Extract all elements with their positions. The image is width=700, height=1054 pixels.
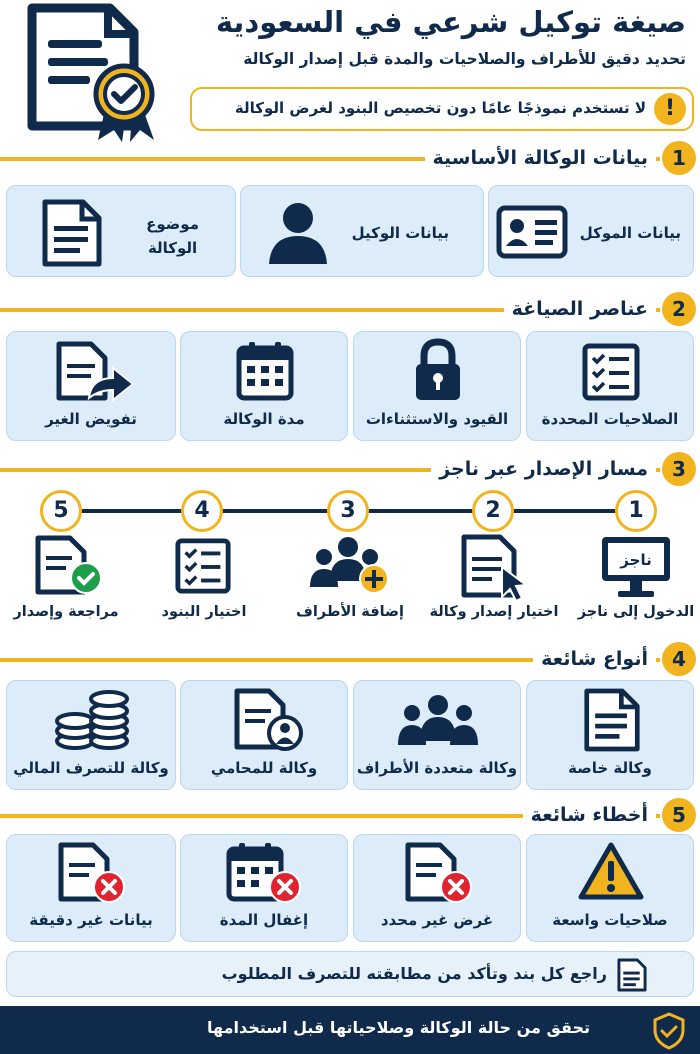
card-label: الصلاحيات المحددة xyxy=(541,410,679,428)
card-label: إغفال المدة xyxy=(219,911,309,929)
header xyxy=(0,0,700,145)
warning-banner xyxy=(190,87,694,131)
card-duration xyxy=(180,331,348,441)
section-header-types xyxy=(0,640,700,680)
step-number: 4 xyxy=(181,490,223,532)
step-label: اختيار البنود xyxy=(161,604,247,620)
certificate-document-icon xyxy=(22,2,162,142)
section-title: مسار الإصدار عبر ناجز xyxy=(431,450,656,488)
step-label: إضافة الأطراف xyxy=(295,604,405,620)
document-check-icon xyxy=(34,534,104,598)
document-person-icon xyxy=(233,687,303,753)
step-label: الدخول إلى ناجز xyxy=(577,604,695,620)
shield-check-icon xyxy=(652,1012,686,1050)
card-label: تفويض الغير xyxy=(45,410,137,428)
card-label: بيانات الموكل xyxy=(579,224,681,242)
section-number: 2 xyxy=(662,292,696,326)
tip-box xyxy=(6,951,694,997)
checklist-icon xyxy=(174,536,232,596)
warning-text: لا تستخدم نموذجًا عامًا دون تخصيص البنود لغرض الوكالة xyxy=(234,99,646,117)
card-label: صلاحيات واسعة xyxy=(552,911,668,929)
card-restrictions xyxy=(353,331,521,441)
document-error-icon xyxy=(404,841,474,905)
exclamation-icon: ! xyxy=(654,93,686,125)
card-agent-data xyxy=(240,185,484,277)
section-title: عناصر الصياغة xyxy=(504,290,656,328)
group-icon xyxy=(396,693,480,749)
card-label: بيانات الوكيل xyxy=(351,224,449,242)
document-error-icon xyxy=(57,841,127,905)
section-title: أخطاء شائعة xyxy=(523,796,656,834)
coins-icon xyxy=(53,687,131,753)
warning-triangle-icon xyxy=(577,841,645,901)
step-label: اختيار إصدار وكالة xyxy=(429,604,559,620)
section-title: أنواع شائعة xyxy=(533,640,656,678)
monitor-screen-text: ناجز xyxy=(620,551,652,569)
add-people-icon xyxy=(308,535,392,597)
card-principal-data xyxy=(488,185,694,277)
card-label: وكالة للمحامي xyxy=(210,759,318,777)
card-label: بيانات غير دقيقة xyxy=(29,911,153,929)
footer-bar xyxy=(0,1006,700,1054)
card-label: وكالة للتصرف المالي xyxy=(13,759,169,777)
card-delegation xyxy=(6,331,176,441)
section-number: 1 xyxy=(662,141,696,175)
card-type-financial xyxy=(6,680,176,790)
document-cursor-icon xyxy=(460,533,530,601)
step-number: 1 xyxy=(615,490,657,532)
calendar-error-icon xyxy=(225,841,305,905)
card-type-lawyer xyxy=(180,680,348,790)
document-forward-icon xyxy=(55,340,135,404)
step-number: 2 xyxy=(472,490,514,532)
page-subtitle: تحديد دقيق للأطراف والصلاحيات والمدة قبل إصدار الوكالة xyxy=(243,50,686,68)
card-label: مدة الوكالة xyxy=(223,410,305,428)
person-icon xyxy=(267,200,329,266)
card-label: موضوع الوكالة xyxy=(146,215,199,257)
section-number: 5 xyxy=(662,798,696,832)
calendar-icon xyxy=(235,340,295,402)
step-label: مراجعة وإصدار xyxy=(13,604,119,620)
card-type-special xyxy=(526,680,694,790)
section-title: بيانات الوكالة الأساسية xyxy=(425,139,656,177)
document-icon xyxy=(41,198,103,268)
section-header-elements xyxy=(0,290,700,330)
section-number: 4 xyxy=(662,642,696,676)
card-label: غرض غير محدد xyxy=(380,911,494,929)
step-number: 5 xyxy=(40,490,82,532)
card-label: وكالة متعددة الأطراف xyxy=(356,759,518,777)
card-type-multi xyxy=(353,680,521,790)
section-header-process xyxy=(0,450,700,490)
lock-icon xyxy=(412,338,464,402)
card-label: وكالة خاصة xyxy=(568,759,652,777)
card-powers xyxy=(526,331,694,441)
document-icon xyxy=(583,687,641,753)
tip-text: راجع كل بند وتأكد من مطابقته للتصرف المطلوب xyxy=(221,964,607,983)
footer-text: تحقق من حالة الوكالة وصلاحياتها قبل استخدامها xyxy=(207,1018,590,1037)
card-mistake-data xyxy=(6,834,176,942)
section-number: 3 xyxy=(662,452,696,486)
checklist-icon xyxy=(581,342,641,402)
monitor-icon xyxy=(598,533,674,599)
page-title: صيغة توكيل شرعي في السعودية xyxy=(215,5,686,39)
section-header-basics xyxy=(0,139,700,179)
card-mistake-purpose xyxy=(353,834,521,942)
document-icon xyxy=(617,958,647,992)
card-mistake-broad xyxy=(526,834,694,942)
card-subject xyxy=(6,185,236,277)
card-mistake-duration xyxy=(180,834,348,942)
id-card-icon xyxy=(495,202,569,262)
step-number: 3 xyxy=(327,490,369,532)
section-header-mistakes xyxy=(0,796,700,836)
card-label: القيود والاستثناءات xyxy=(365,410,509,428)
